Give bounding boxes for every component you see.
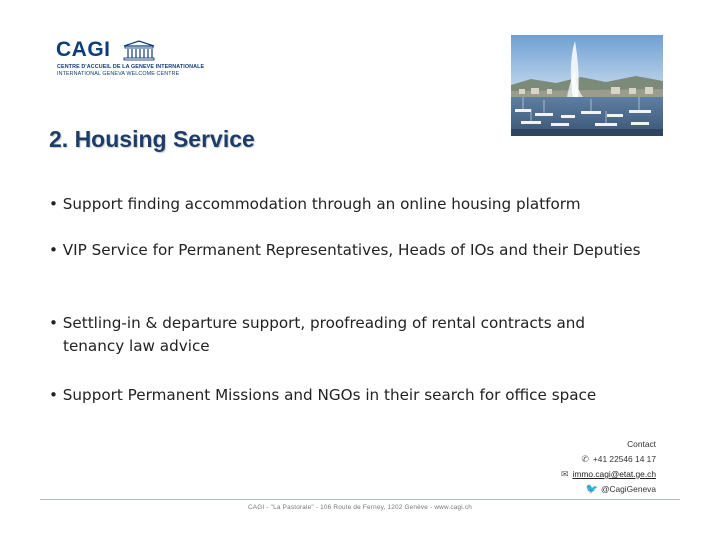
contact-twitter[interactable]: @CagiGeneva [600,484,656,494]
logo-subtitle-en: INTERNATIONAL GENEVA WELCOME CENTRE [57,71,180,77]
twitter-icon: 🐦 [585,484,598,495]
page-title: 2. Housing Service [49,126,255,152]
contact-email-link[interactable]: immo.cagi@etat.ge.ch [572,469,656,479]
contact-phone[interactable]: +41 22546 14 17 [592,454,656,464]
footer-divider [40,499,680,500]
geneva-harbor-photo [511,35,663,136]
footer-address: CAGI - "La Pastorale" - 106 Route de Ferney, 1202 Genève - www.cagi.ch [247,504,473,511]
bullet-item: • Support finding accommodation through an online housing platform [49,195,581,213]
logo-wordmark: CAGI [56,38,111,61]
contact-heading: Contact [627,439,656,449]
phone-icon: ✆ [581,454,589,464]
bullet-item: • Settling-in & departure support, proofreading of rental contracts and tenancy law advice [49,314,586,355]
email-icon: ✉ [561,469,569,479]
contact-block [561,437,656,497]
bullet-item: • VIP Service for Permanent Representatives, Heads of IOs and their Deputies [49,241,641,259]
bullet-item: • Support Permanent Missions and NGOs in their search for office space [49,386,597,404]
building-icon [123,40,155,61]
cagi-logo [56,38,206,80]
logo-subtitle-fr: CENTRE D'ACCUEIL DE LA GENEVE INTERNATIONALE [57,64,205,70]
